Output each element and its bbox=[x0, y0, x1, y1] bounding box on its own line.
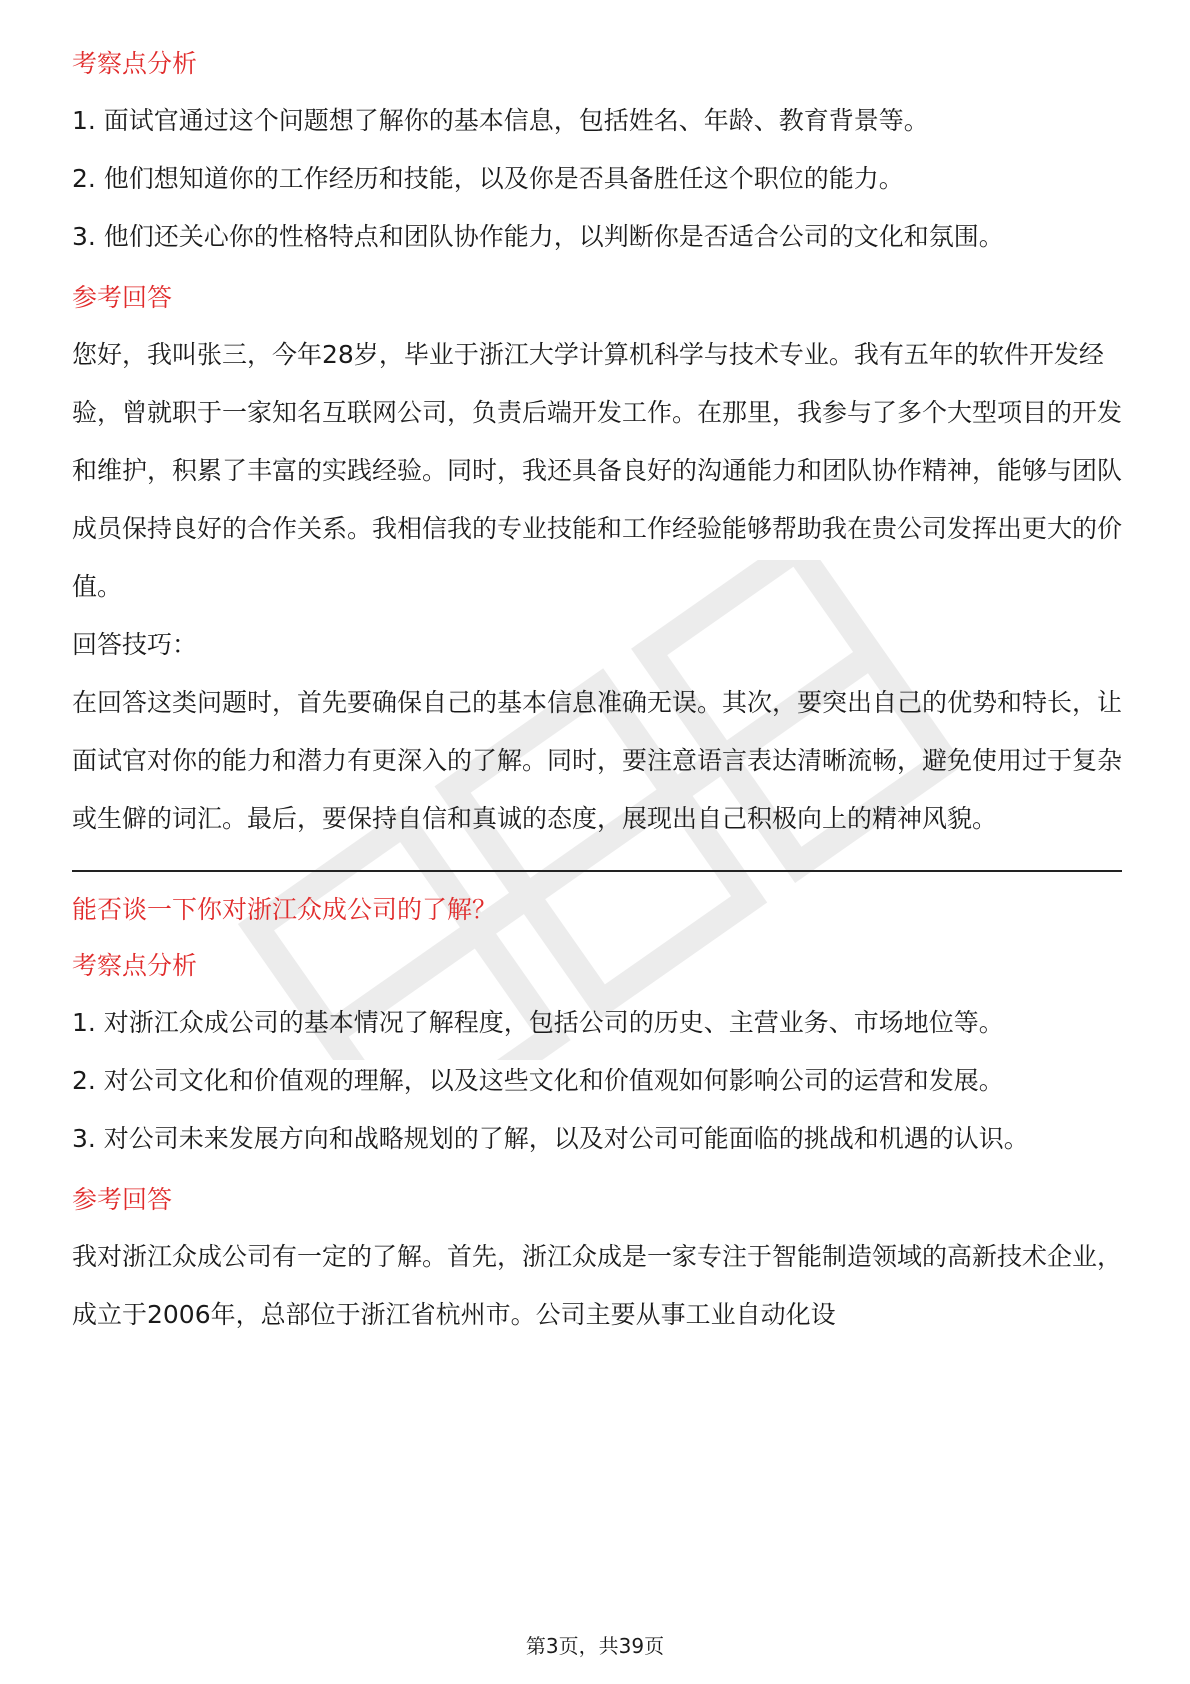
answer-text: 您好，我叫张三，今年28岁，毕业于浙江大学计算机科学与技术专业。我有五年的软件开发经验，曾就职于一家知名互联网公司，负责后端开发工作。在那里，我参与了多个大型项目的开发和维护，积累了丰富的实践经验。同时，我还具备良好的沟通能力和团队协作精神，能够与团队成员保持良好的合作关系。我相信我的专业技能和工作经验能够帮助我在贵公司发挥出更大的价值。 bbox=[72, 340, 1123, 601]
answer-heading: 参考回答 bbox=[72, 1185, 173, 1214]
document-content bbox=[72, 46, 1122, 1344]
analysis-heading: 考察点分析 bbox=[72, 951, 198, 980]
analysis-item: 3. 对公司未来发展方向和战略规划的了解，以及对公司可能面临的挑战和机遇的认识。 bbox=[72, 1124, 1029, 1153]
tips-text: 在回答这类问题时，首先要确保自己的基本信息准确无误。其次，要突出自己的优势和特长，让面试官对你的能力和潜力有更深入的了解。同时，要注意语言表达清晰流畅，避免使用过于复杂或生僻的词汇。最后，要保持自信和真诚的态度，展现出自己积极向上的精神风貌。 bbox=[72, 688, 1123, 833]
answer-heading: 参考回答 bbox=[72, 283, 173, 312]
analysis-item: 2. 他们想知道你的工作经历和技能，以及你是否具备胜任这个职位的能力。 bbox=[72, 164, 904, 193]
section-divider bbox=[72, 870, 1122, 872]
analysis-heading: 考察点分析 bbox=[72, 49, 198, 78]
analysis-item: 3. 他们还关心你的性格特点和团队协作能力，以判断你是否适合公司的文化和氛围。 bbox=[72, 222, 1004, 251]
analysis-item: 1. 对浙江众成公司的基本情况了解程度，包括公司的历史、主营业务、市场地位等。 bbox=[72, 1008, 1004, 1037]
tips-label: 回答技巧： bbox=[72, 630, 198, 659]
question-title: 能否谈一下你对浙江众成公司的了解？ bbox=[72, 895, 498, 924]
analysis-item: 1. 面试官通过这个问题想了解你的基本信息，包括姓名、年龄、教育背景等。 bbox=[72, 106, 929, 135]
answer-text: 我对浙江众成公司有一定的了解。首先，浙江众成是一家专注于智能制造领域的高新技术企业，成立于2006年，总部位于浙江省杭州市。公司主要从事工业自动化设 bbox=[72, 1242, 1123, 1329]
page-indicator: 第3页，共39页 bbox=[525, 1634, 665, 1658]
analysis-item: 2. 对公司文化和价值观的理解，以及这些文化和价值观如何影响公司的运营和发展。 bbox=[72, 1066, 1004, 1095]
